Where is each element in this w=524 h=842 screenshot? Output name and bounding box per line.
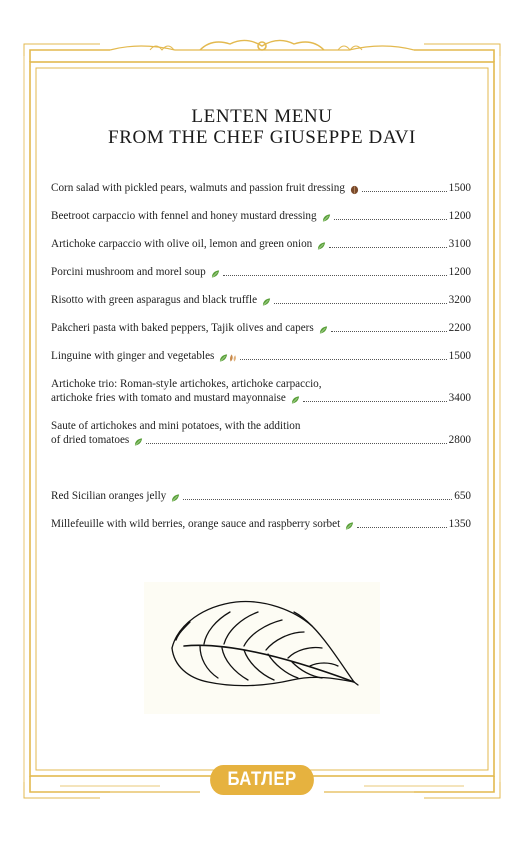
menu-item-name: of dried tomatoes <box>51 434 130 446</box>
leaf-icon <box>262 297 271 307</box>
leaf-icon <box>219 353 228 363</box>
menu-item-name: Corn salad with pickled pears, walmuts and passion fruit dressing <box>51 182 345 194</box>
leaf-icon <box>317 241 326 251</box>
menu-item-price: 3200 <box>448 294 471 306</box>
title-line-2: FROM THE CHEF GIUSEPPE DAVI <box>108 127 416 148</box>
menu-item-name: Artichoke carpaccio with olive oil, lemon and green onion <box>51 238 313 250</box>
menu-item-price: 1500 <box>448 182 471 194</box>
menu-item-price: 3400 <box>448 392 471 404</box>
leaf-icon <box>211 269 220 279</box>
menu-item-price: 2800 <box>448 434 471 446</box>
menu-item <box>51 419 471 447</box>
leaf-icon <box>345 521 354 531</box>
leaf-icon <box>322 213 331 223</box>
menu-item-name: Pakcheri pasta with baked peppers, Tajik olives and capers <box>51 322 314 334</box>
big-leaf-icon <box>144 582 380 714</box>
menu-item-price: 1500 <box>448 350 471 362</box>
menu-item <box>51 209 471 223</box>
dot-leader <box>223 274 447 276</box>
menu-item <box>51 293 471 307</box>
menu-item <box>51 321 471 335</box>
menu-item-price: 650 <box>454 490 471 502</box>
spice-icon <box>228 353 237 363</box>
menu-item-name: Red Sicilian oranges jelly <box>51 490 167 502</box>
menu-item <box>51 265 471 279</box>
dot-leader <box>329 246 446 248</box>
nut-icon <box>350 185 359 195</box>
dot-leader <box>274 302 447 304</box>
menu-item-price: 2200 <box>448 322 471 334</box>
menu-item-name: Porcini mushroom and morel soup <box>51 266 206 278</box>
menu-item-name: Linguine with ginger and vegetables <box>51 350 215 362</box>
restaurant-logo <box>210 765 314 795</box>
dot-leader <box>334 218 447 220</box>
dot-leader <box>240 358 446 360</box>
leaf-icon <box>171 493 180 503</box>
leaf-icon <box>319 325 328 335</box>
dot-leader <box>362 190 447 192</box>
menu-title <box>0 106 524 148</box>
dot-leader <box>303 400 447 402</box>
dot-leader <box>183 498 452 500</box>
logo-text: БАТЛЕР <box>227 769 297 790</box>
menu-item-name: Millefeuille with wild berries, orange sauce and raspberry sorbet <box>51 518 341 530</box>
title-line-1: LENTEN MENU <box>191 106 333 127</box>
menu-item-price: 1200 <box>448 210 471 222</box>
menu-item <box>51 377 471 405</box>
leaf-icon <box>134 437 143 447</box>
dot-leader <box>331 330 447 332</box>
menu-item-price: 3100 <box>448 238 471 250</box>
leaf-illustration <box>144 582 380 714</box>
menu-item-name: artichoke fries with tomato and mustard mayonnaise <box>51 392 286 404</box>
menu-item <box>51 349 471 363</box>
menu-item <box>51 237 471 251</box>
menu-item-name: Risotto with green asparagus and black truffle <box>51 294 258 306</box>
dot-leader <box>146 442 446 444</box>
menu-item-name-line1: Saute of artichokes and mini potatoes, with the addition <box>51 420 301 432</box>
menu-item-price: 1350 <box>448 518 471 530</box>
menu-item <box>51 181 471 195</box>
menu-item <box>51 517 471 531</box>
leaf-icon <box>291 395 300 405</box>
menu-item <box>51 489 471 503</box>
menu-item-price: 1200 <box>448 266 471 278</box>
menu-item-name-line1: Artichoke trio: Roman-style artichokes, artichoke carpaccio, <box>51 378 322 390</box>
menu-item-name: Beetroot carpaccio with fennel and honey mustard dressing <box>51 210 317 222</box>
dot-leader <box>357 526 446 528</box>
